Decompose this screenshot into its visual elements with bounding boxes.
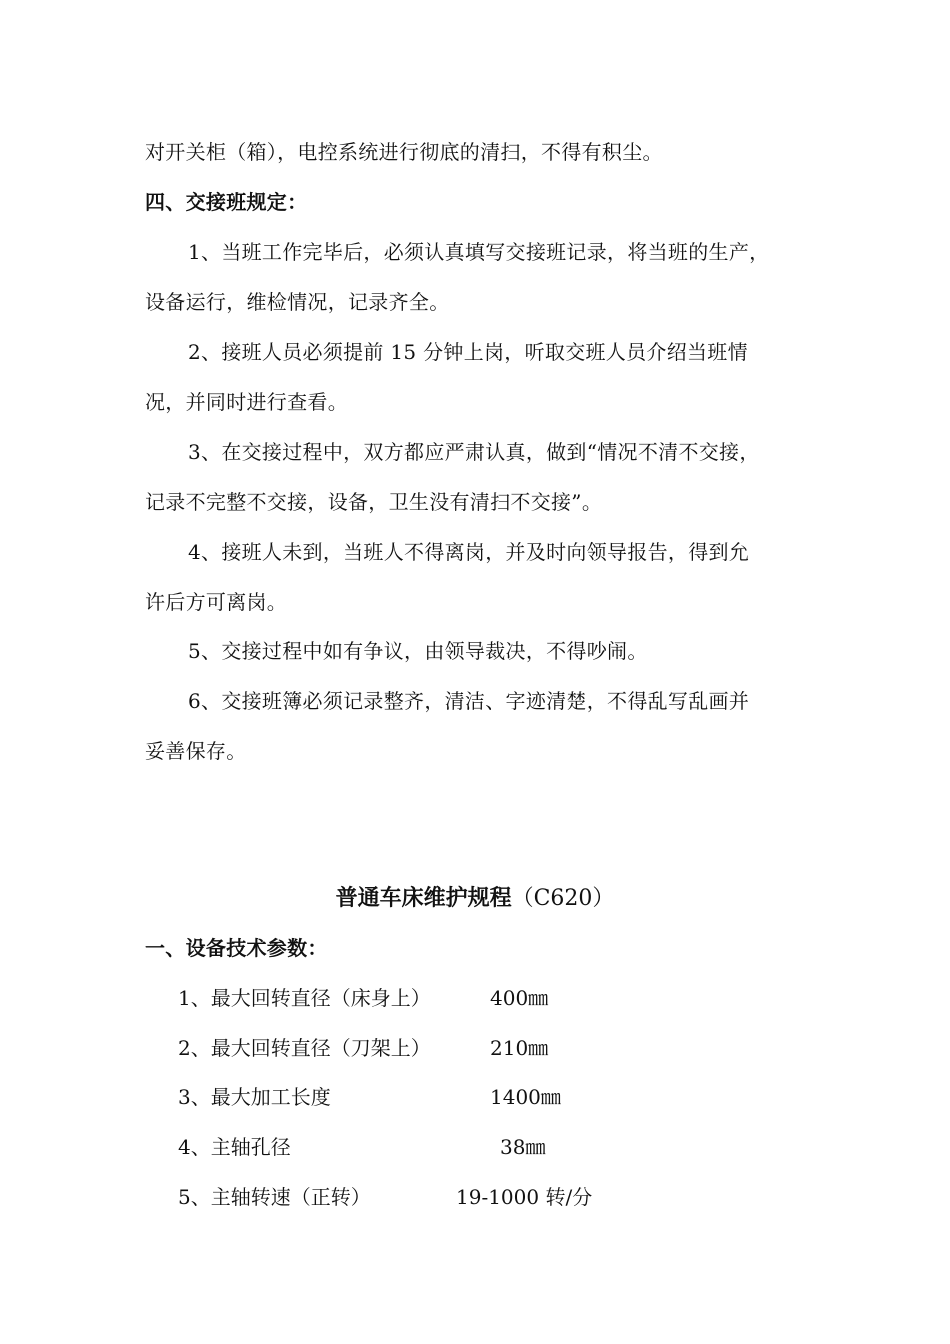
document-title	[0, 884, 950, 913]
param-value: 38㎜	[500, 1135, 546, 1159]
section-heading: 一、设备技术参数：	[145, 936, 328, 960]
param-value: 19-1000 转/分	[456, 1185, 593, 1209]
section-heading: 四、交接班规定：	[145, 190, 308, 214]
rule-item-1-line-2: 设备运行，维检情况，记录齐全。	[145, 290, 450, 314]
rule-item-2-line-2: 况，并同时进行查看。	[145, 390, 348, 414]
document-title-main: 普通车床维护规程	[335, 885, 512, 911]
param-label: 4、主轴孔径	[178, 1135, 291, 1159]
param-value: 1400㎜	[490, 1085, 561, 1109]
param-value: 400㎜	[490, 986, 549, 1010]
param-label: 5、主轴转速（正转）	[178, 1185, 371, 1209]
document-title-model: （C620）	[511, 886, 615, 911]
rule-item-2-line-1: 2、接班人员必须提前 15 分钟上岗，听取交班人员介绍当班情	[188, 340, 748, 364]
paragraph-line: 对开关柜（箱），电控系统进行彻底的清扫，不得有积尘。	[145, 140, 663, 164]
param-label: 3、最大加工长度	[178, 1085, 331, 1109]
param-label: 2、最大回转直径（刀架上）	[178, 1036, 431, 1060]
rule-item-3-line-1: 3、在交接过程中，双方都应严肃认真，做到“情况不清不交接，	[188, 440, 760, 464]
param-label: 1、最大回转直径（床身上）	[178, 986, 431, 1010]
rule-item-6-line-1: 6、交接班簿必须记录整齐，清洁、字迹清楚，不得乱写乱画并	[188, 689, 750, 713]
rule-item-4-line-2: 许后方可离岗。	[145, 590, 288, 614]
rule-item-1-line-1: 1、当班工作完毕后，必须认真填写交接班记录，将当班的生产，	[188, 240, 770, 264]
rule-item-5-line-1: 5、交接过程中如有争议，由领导裁决，不得吵闹。	[188, 639, 648, 663]
rule-item-3-line-2: 记录不完整不交接，设备，卫生没有清扫不交接”。	[145, 490, 603, 514]
param-value: 210㎜	[490, 1036, 549, 1060]
rule-item-4-line-1: 4、接班人未到，当班人不得离岗，并及时向领导报告，得到允	[188, 540, 750, 564]
rule-item-6-line-2: 妥善保存。	[145, 739, 247, 763]
